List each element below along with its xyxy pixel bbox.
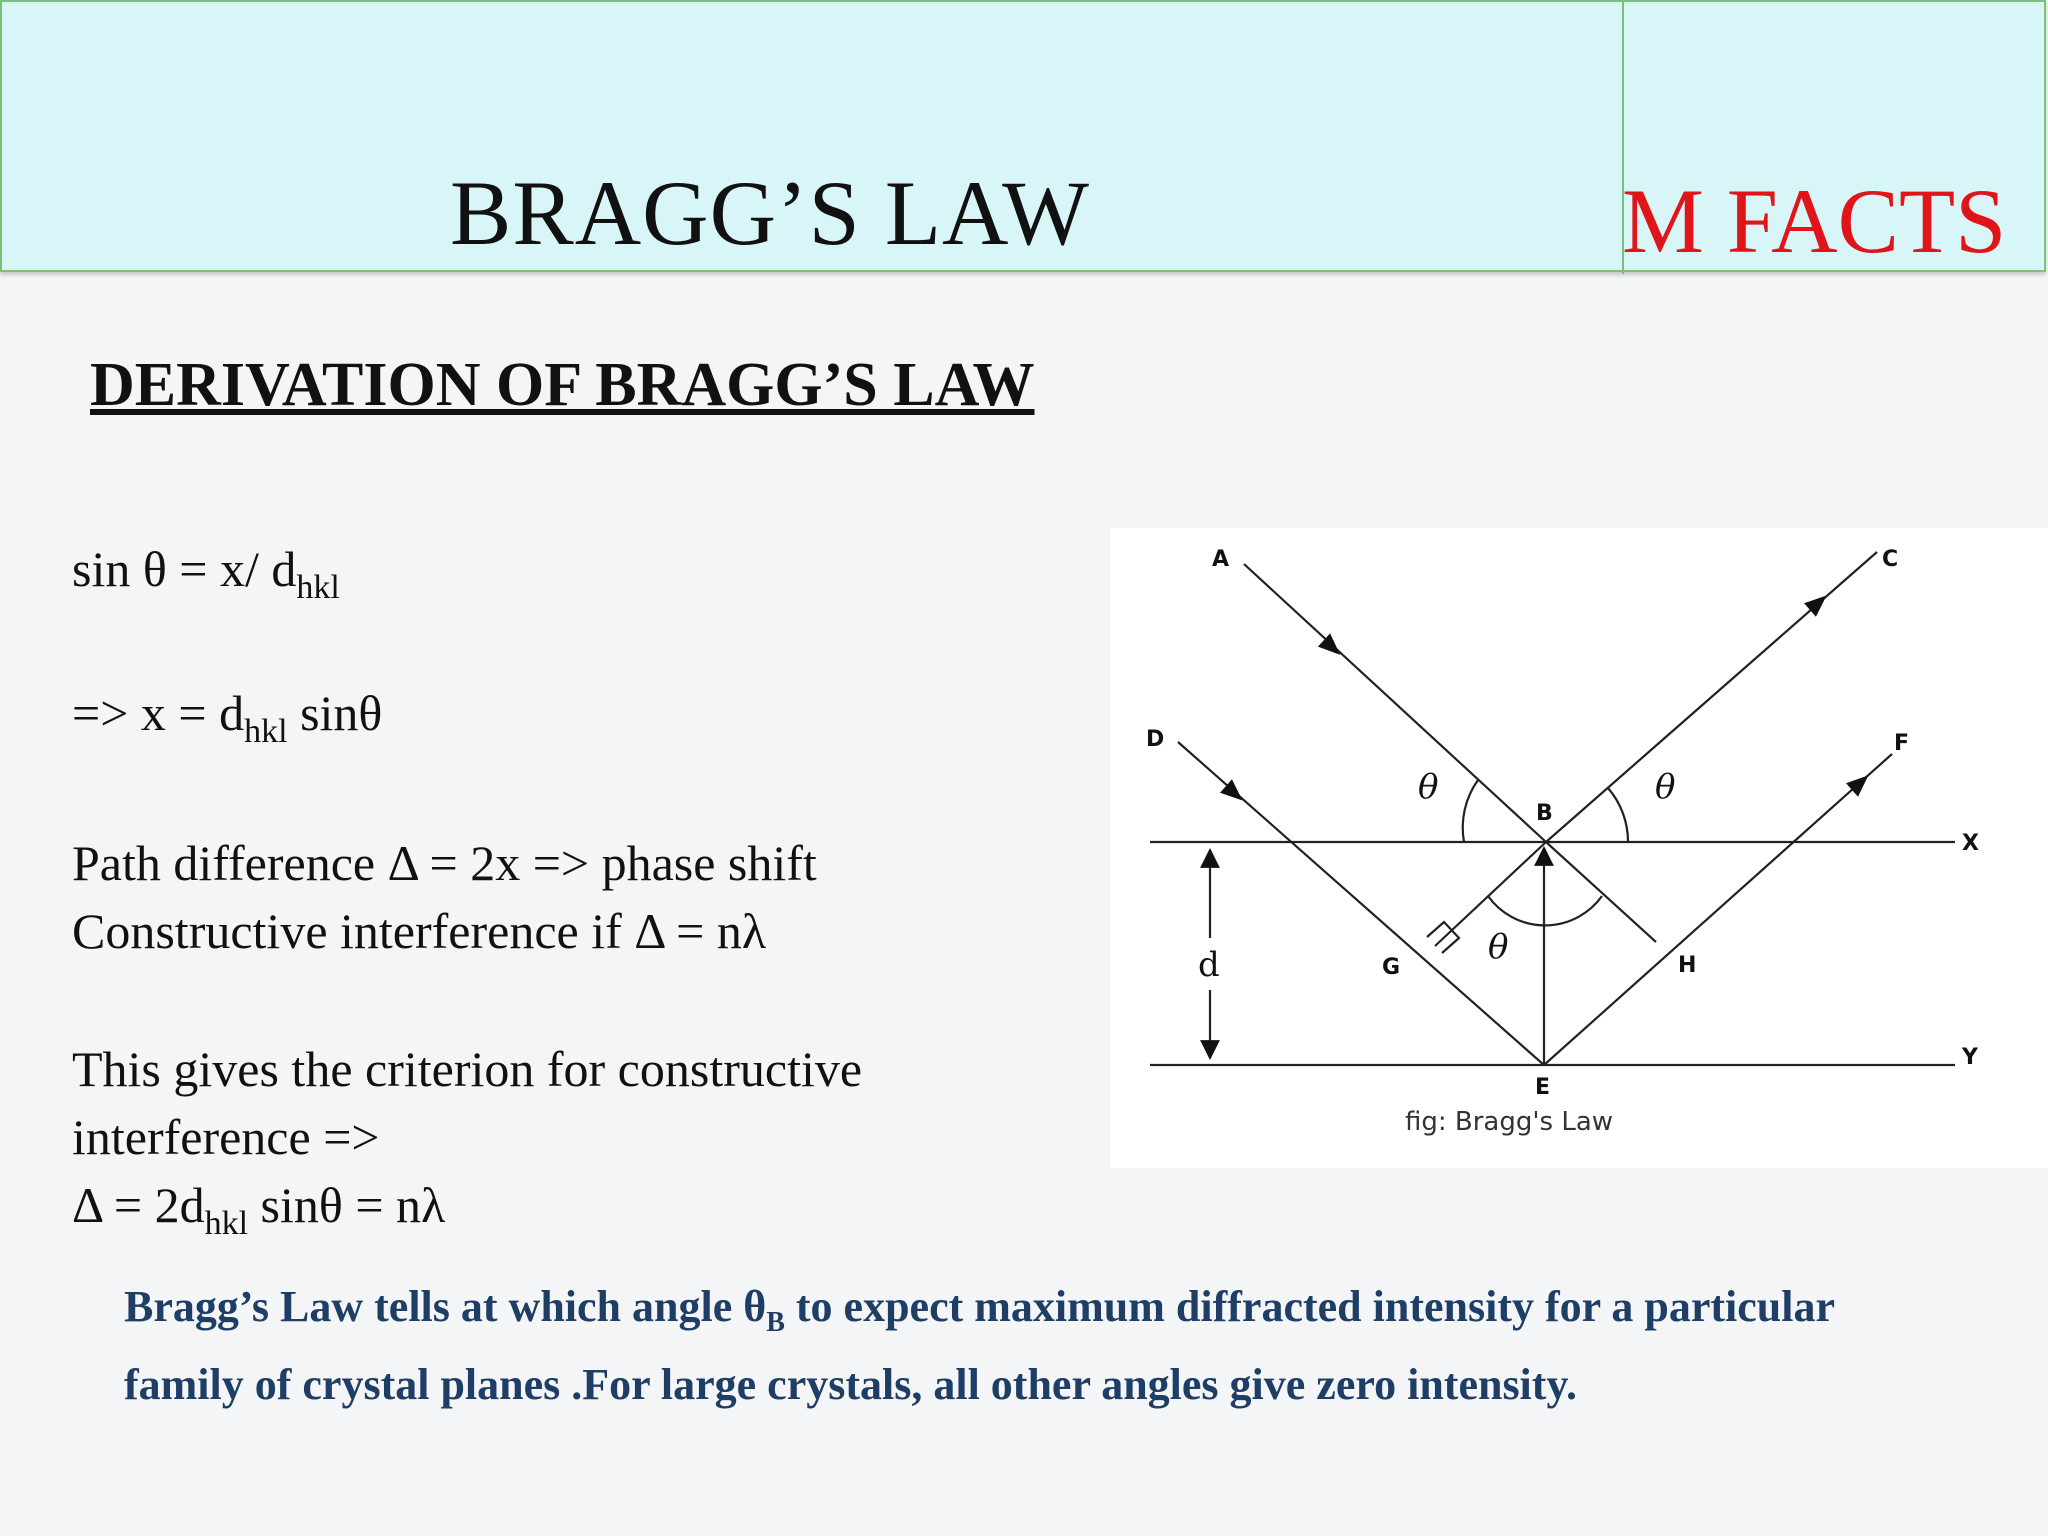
label-x: X: [1962, 831, 1979, 856]
path-difference-line: Path difference Δ = 2x => phase shift: [72, 835, 817, 891]
note-text: to expect maximum diffracted intensity for a particular family of crystal planes .For large crystals, all other angles give zero intensity.: [124, 1282, 1835, 1409]
equation-text: => x = d: [72, 685, 245, 741]
label-y: Y: [1962, 1045, 1978, 1070]
note-text: Bragg’s Law tells at which angle θ: [124, 1282, 767, 1331]
equation-text: Δ = 2d: [72, 1177, 205, 1233]
note-subscript: B: [766, 1307, 785, 1338]
theta-left: θ: [1418, 767, 1439, 807]
equation-text: sin θ = x/ d: [72, 541, 297, 597]
theta-arc-right: [1608, 788, 1628, 842]
final-equation: [72, 1176, 445, 1243]
theta-arc-left: [1463, 780, 1478, 842]
figure-caption: fig: Bragg's Law: [1405, 1107, 1614, 1137]
criterion-line-2: interference =>: [72, 1109, 380, 1165]
label-b: B: [1536, 801, 1553, 826]
theta-right: θ: [1655, 767, 1676, 807]
summary-note: [124, 1276, 1924, 1416]
label-g: G: [1382, 955, 1401, 980]
arrow-head-incident-a: [1318, 633, 1346, 661]
label-f: F: [1894, 731, 1910, 756]
criterion-line-1: This gives the criterion for constructive: [72, 1041, 863, 1097]
line-b-h: [1546, 842, 1656, 942]
subscript-hkl: hkl: [204, 1205, 249, 1242]
label-d-spacing: d: [1198, 945, 1220, 985]
equation-text: sinθ = nλ: [248, 1177, 446, 1233]
equation-text: sinθ: [287, 685, 383, 741]
ray-a-b: [1244, 564, 1546, 842]
ray-b-c: [1546, 552, 1877, 842]
label-h: H: [1678, 953, 1697, 978]
subscript-hkl: hkl: [296, 569, 340, 606]
subscript-hkl: hkl: [244, 713, 288, 750]
label-e: E: [1535, 1075, 1551, 1100]
equation-x: [72, 684, 382, 751]
section-heading: DERIVATION OF BRAGG’S LAW: [90, 351, 1035, 419]
bragg-diagram: [1110, 528, 2048, 1168]
bragg-diagram-svg: [1110, 528, 2048, 1168]
slide-title: BRAGG’S LAW: [450, 162, 1090, 264]
theta-bottom: θ: [1488, 927, 1509, 967]
ray-e-f: [1544, 754, 1892, 1065]
label-a: A: [1212, 547, 1230, 572]
label-c: C: [1882, 547, 1899, 572]
equation-sin-theta: [72, 540, 340, 607]
brand-label: M FACTS: [1622, 170, 2007, 272]
constructive-line: Constructive interference if Δ = nλ: [72, 903, 767, 959]
label-d: D: [1146, 727, 1165, 752]
